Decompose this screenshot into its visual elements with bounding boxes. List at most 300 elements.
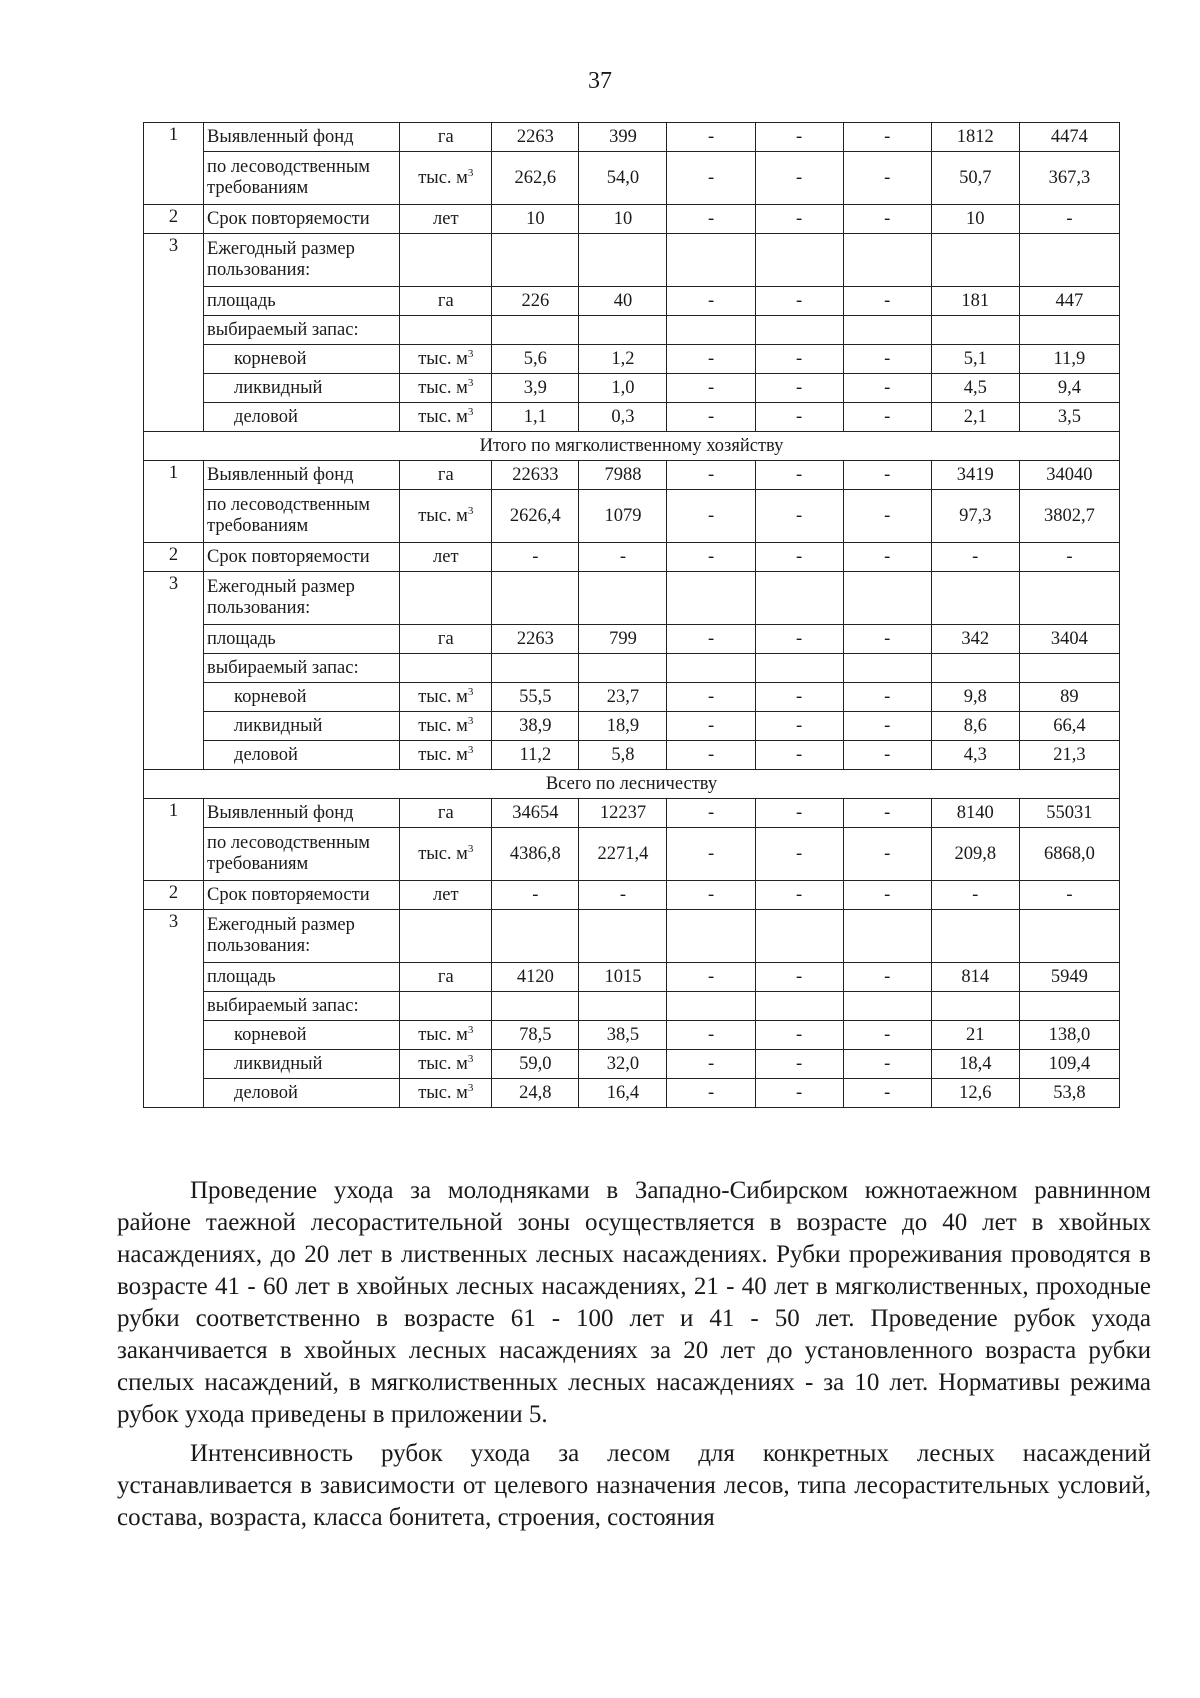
value-cell: 1079 [579, 490, 667, 543]
value-cell: 814 [931, 963, 1019, 992]
value-cell: - [667, 345, 755, 374]
value-cell: - [667, 490, 755, 543]
value-cell: - [667, 205, 755, 234]
value-cell: 4,5 [931, 374, 1019, 403]
value-cell: - [755, 461, 843, 490]
section-title: Всего по лесничеству [144, 770, 1120, 799]
value-cell: - [492, 881, 579, 910]
value-cell: 5,8 [579, 741, 667, 770]
unit-text: тыс. м [418, 686, 468, 707]
value-cell: 55,5 [492, 683, 579, 712]
row-name: Выявленный фонд [204, 123, 400, 152]
value-cell: - [667, 1079, 755, 1108]
empty-cell [579, 316, 667, 345]
unit-superscript: 3 [467, 1052, 474, 1065]
value-cell: - [755, 543, 843, 572]
row-name: выбираемый запас: [204, 992, 400, 1021]
empty-cell [400, 654, 492, 683]
paragraph: Интенсивность рубок ухода за лесом для конкретных лесных насаждений устанавливается в зависимости от целевого назначения лесов, типа лесорастительных условий, состава, возраста, класса бонитета, строения, состояния [117, 1440, 1151, 1531]
value-cell: - [667, 287, 755, 316]
unit-cell [400, 374, 492, 403]
value-cell: - [1019, 881, 1119, 910]
row-name: площадь [204, 963, 400, 992]
value-cell: 367,3 [1019, 152, 1119, 205]
value-cell: 66,4 [1019, 712, 1119, 741]
body-text [117, 1175, 1151, 1541]
empty-cell [843, 316, 931, 345]
table-row [144, 828, 1120, 881]
unit-cell [400, 490, 492, 543]
value-cell: 22633 [492, 461, 579, 490]
table-row [144, 1079, 1120, 1108]
value-cell: - [843, 403, 931, 432]
unit-cell: га [400, 799, 492, 828]
value-cell: - [843, 345, 931, 374]
value-cell: - [843, 152, 931, 205]
empty-cell [931, 234, 1019, 287]
value-cell: - [755, 625, 843, 654]
row-number: 1 [144, 461, 204, 490]
empty-cell [667, 572, 755, 625]
unit-cell: га [400, 625, 492, 654]
value-cell: 10 [579, 205, 667, 234]
value-cell: 11,9 [1019, 345, 1119, 374]
row-name: выбираемый запас: [204, 654, 400, 683]
value-cell: - [667, 741, 755, 770]
row-number [144, 490, 204, 543]
value-cell: 342 [931, 625, 1019, 654]
value-cell: - [843, 205, 931, 234]
row-name: по лесоводственным требованиям [204, 152, 400, 205]
empty-cell [931, 572, 1019, 625]
empty-cell [755, 234, 843, 287]
value-cell: - [843, 1021, 931, 1050]
value-cell: - [843, 683, 931, 712]
row-number: 2 [144, 543, 204, 572]
value-cell: - [755, 287, 843, 316]
value-cell: 78,5 [492, 1021, 579, 1050]
row-number: 3 [144, 572, 204, 625]
table-row [144, 992, 1120, 1021]
page-number: 37 [588, 68, 612, 94]
value-cell: 1812 [931, 123, 1019, 152]
value-cell: 1,0 [579, 374, 667, 403]
row-number: 3 [144, 234, 204, 287]
unit-text: тыс. м [418, 843, 468, 864]
value-cell: - [755, 1050, 843, 1079]
value-cell: - [1019, 205, 1119, 234]
empty-cell [1019, 316, 1119, 345]
unit-text: тыс. м [418, 167, 468, 188]
row-number [144, 712, 204, 741]
table-row [144, 123, 1120, 152]
value-cell: 209,8 [931, 828, 1019, 881]
value-cell: 5949 [1019, 963, 1119, 992]
value-cell: - [667, 374, 755, 403]
value-cell: - [755, 152, 843, 205]
row-name: Ежегодный размер пользования: [204, 234, 400, 287]
unit-cell: га [400, 123, 492, 152]
row-number [144, 1079, 204, 1108]
empty-cell [931, 654, 1019, 683]
value-cell: 53,8 [1019, 1079, 1119, 1108]
value-cell: - [667, 152, 755, 205]
unit-superscript: 3 [467, 376, 474, 389]
row-name: Ежегодный размер пользования: [204, 572, 400, 625]
empty-cell [400, 316, 492, 345]
table-row [144, 1050, 1120, 1079]
empty-cell [667, 234, 755, 287]
table-row [144, 963, 1120, 992]
row-number [144, 741, 204, 770]
empty-cell [579, 572, 667, 625]
value-cell: 5,1 [931, 345, 1019, 374]
value-cell: 54,0 [579, 152, 667, 205]
row-name: ликвидный [204, 712, 400, 741]
value-cell: - [667, 683, 755, 712]
value-cell: 3,9 [492, 374, 579, 403]
row-name: деловой [204, 1079, 400, 1108]
table-row [144, 881, 1120, 910]
value-cell: 24,8 [492, 1079, 579, 1108]
value-cell: 32,0 [579, 1050, 667, 1079]
value-cell: - [579, 881, 667, 910]
row-number: 1 [144, 123, 204, 152]
value-cell: - [667, 799, 755, 828]
value-cell: - [755, 881, 843, 910]
value-cell: 262,6 [492, 152, 579, 205]
value-cell: 2271,4 [579, 828, 667, 881]
unit-superscript: 3 [467, 405, 474, 418]
row-number [144, 316, 204, 345]
value-cell: 59,0 [492, 1050, 579, 1079]
value-cell: - [755, 799, 843, 828]
empty-cell [400, 910, 492, 963]
table-row [144, 152, 1120, 205]
unit-cell: лет [400, 205, 492, 234]
empty-cell [492, 316, 579, 345]
table-row [144, 741, 1120, 770]
value-cell: - [755, 403, 843, 432]
unit-superscript: 3 [467, 1023, 474, 1036]
value-cell: - [843, 799, 931, 828]
unit-superscript: 3 [467, 1081, 474, 1094]
table-row [144, 403, 1120, 432]
value-cell: 97,3 [931, 490, 1019, 543]
unit-text: тыс. м [418, 744, 468, 765]
unit-cell [400, 1050, 492, 1079]
empty-cell [492, 572, 579, 625]
value-cell: 18,4 [931, 1050, 1019, 1079]
value-cell: - [931, 543, 1019, 572]
value-cell: - [843, 963, 931, 992]
value-cell: 8,6 [931, 712, 1019, 741]
paragraph: Проведение ухода за молодняками в Западно-Сибирском южнотаежном равнинном районе таежной лесорастительной зоны осуществляется в возрасте до 40 лет в хвойных насаждениях, до 20 лет в лиственных лесных насаждениях. Рубки прореживания проводятся в возрасте 41 - 60 лет в хвойных лесных насаждениях, 21 - 40 лет в мягколиственных, проходные рубки соответственно в возрасте 61 - 100 лет и 41 - 50 лет. Проведение рубок ухода заканчивается в хвойных лесных насаждениях за 20 лет до установленного возраста рубки спелых насаждений, в мягколиственных лесных насаждениях - за 10 лет. Нормативы режима рубок ухода приведены в приложении 5. [117, 1177, 1151, 1428]
unit-text: тыс. м [418, 348, 468, 369]
empty-cell [579, 234, 667, 287]
table-row [144, 374, 1120, 403]
value-cell: 3419 [931, 461, 1019, 490]
unit-cell: га [400, 963, 492, 992]
value-cell: - [755, 374, 843, 403]
unit-cell: лет [400, 881, 492, 910]
unit-superscript: 3 [467, 842, 474, 855]
value-cell: - [755, 123, 843, 152]
row-name: корневой [204, 1021, 400, 1050]
empty-cell [1019, 910, 1119, 963]
value-cell: - [843, 881, 931, 910]
row-name: Ежегодный размер пользования: [204, 910, 400, 963]
empty-cell [843, 572, 931, 625]
value-cell: - [755, 828, 843, 881]
value-cell: 3404 [1019, 625, 1119, 654]
empty-cell [492, 910, 579, 963]
unit-cell [400, 712, 492, 741]
table-row [144, 345, 1120, 374]
row-name: ликвидный [204, 1050, 400, 1079]
value-cell: - [755, 345, 843, 374]
section-header-row [144, 432, 1120, 461]
empty-cell [843, 992, 931, 1021]
value-cell: - [755, 683, 843, 712]
empty-cell [931, 316, 1019, 345]
empty-cell [843, 234, 931, 287]
unit-text: тыс. м [418, 377, 468, 398]
value-cell: 4,3 [931, 741, 1019, 770]
row-name: Выявленный фонд [204, 461, 400, 490]
empty-cell [931, 992, 1019, 1021]
value-cell: 7988 [579, 461, 667, 490]
value-cell: 1,2 [579, 345, 667, 374]
empty-cell [492, 654, 579, 683]
empty-cell [931, 910, 1019, 963]
row-number [144, 1050, 204, 1079]
unit-superscript: 3 [467, 714, 474, 727]
row-name: ликвидный [204, 374, 400, 403]
empty-cell [492, 234, 579, 287]
value-cell: - [667, 1050, 755, 1079]
value-cell: 3,5 [1019, 403, 1119, 432]
value-cell: 2626,4 [492, 490, 579, 543]
empty-cell [579, 910, 667, 963]
row-name: по лесоводственным требованиям [204, 490, 400, 543]
empty-cell [843, 910, 931, 963]
unit-text: тыс. м [418, 1053, 468, 1074]
empty-cell [1019, 572, 1119, 625]
value-cell: 5,6 [492, 345, 579, 374]
value-cell: - [667, 712, 755, 741]
value-cell: - [755, 205, 843, 234]
row-number [144, 992, 204, 1021]
table-row [144, 316, 1120, 345]
value-cell: 1015 [579, 963, 667, 992]
row-number [144, 403, 204, 432]
value-cell: - [843, 1079, 931, 1108]
empty-cell [755, 572, 843, 625]
row-number [144, 683, 204, 712]
value-cell: 2263 [492, 123, 579, 152]
value-cell: - [843, 712, 931, 741]
value-cell: 226 [492, 287, 579, 316]
value-cell: 34654 [492, 799, 579, 828]
value-cell: - [843, 625, 931, 654]
value-cell: - [667, 543, 755, 572]
value-cell: 10 [492, 205, 579, 234]
value-cell: 399 [579, 123, 667, 152]
value-cell: - [931, 881, 1019, 910]
table-row [144, 490, 1120, 543]
section-title: Итого по мягколиственному хозяйству [144, 432, 1120, 461]
table-row [144, 543, 1120, 572]
row-number [144, 345, 204, 374]
value-cell: 109,4 [1019, 1050, 1119, 1079]
value-cell: - [755, 490, 843, 543]
unit-text: тыс. м [418, 505, 468, 526]
unit-superscript: 3 [467, 743, 474, 756]
value-cell: 0,3 [579, 403, 667, 432]
value-cell: - [755, 712, 843, 741]
value-cell: - [843, 1050, 931, 1079]
value-cell: 50,7 [931, 152, 1019, 205]
row-number: 1 [144, 799, 204, 828]
value-cell: 8140 [931, 799, 1019, 828]
row-number [144, 963, 204, 992]
value-cell: 12,6 [931, 1079, 1019, 1108]
value-cell: 10 [931, 205, 1019, 234]
value-cell: 2,1 [931, 403, 1019, 432]
value-cell: - [492, 543, 579, 572]
unit-superscript: 3 [467, 504, 474, 517]
value-cell: - [843, 123, 931, 152]
empty-cell [400, 572, 492, 625]
empty-cell [843, 654, 931, 683]
unit-superscript: 3 [467, 347, 474, 360]
value-cell: - [843, 490, 931, 543]
value-cell: 12237 [579, 799, 667, 828]
value-cell: 138,0 [1019, 1021, 1119, 1050]
value-cell: 21 [931, 1021, 1019, 1050]
value-cell: - [755, 963, 843, 992]
value-cell: - [667, 461, 755, 490]
row-name: выбираемый запас: [204, 316, 400, 345]
value-cell: 38,9 [492, 712, 579, 741]
value-cell: - [667, 123, 755, 152]
row-number: 2 [144, 205, 204, 234]
empty-cell [755, 910, 843, 963]
row-name: корневой [204, 345, 400, 374]
value-cell: - [755, 1021, 843, 1050]
value-cell: - [579, 543, 667, 572]
value-cell: 38,5 [579, 1021, 667, 1050]
unit-cell: га [400, 461, 492, 490]
table-row [144, 287, 1120, 316]
row-name: Срок повторяемости [204, 881, 400, 910]
value-cell: - [667, 881, 755, 910]
unit-superscript: 3 [467, 166, 474, 179]
value-cell: 21,3 [1019, 741, 1119, 770]
row-number [144, 1021, 204, 1050]
empty-cell [579, 992, 667, 1021]
unit-text: тыс. м [418, 1082, 468, 1103]
value-cell: - [667, 625, 755, 654]
empty-cell [492, 992, 579, 1021]
row-number [144, 625, 204, 654]
value-cell: 11,2 [492, 741, 579, 770]
value-cell: 55031 [1019, 799, 1119, 828]
table-row [144, 799, 1120, 828]
row-name: площадь [204, 287, 400, 316]
empty-cell [755, 654, 843, 683]
row-number: 2 [144, 881, 204, 910]
value-cell: - [755, 741, 843, 770]
empty-cell [755, 992, 843, 1021]
unit-cell: га [400, 287, 492, 316]
unit-cell [400, 152, 492, 205]
value-cell: - [843, 741, 931, 770]
empty-cell [579, 654, 667, 683]
empty-cell [1019, 992, 1119, 1021]
table-row [144, 712, 1120, 741]
value-cell: - [1019, 543, 1119, 572]
value-cell: 4386,8 [492, 828, 579, 881]
value-cell: - [843, 828, 931, 881]
forest-use-table [143, 122, 1120, 1108]
section-header-row [144, 770, 1120, 799]
value-cell: 18,9 [579, 712, 667, 741]
empty-cell [667, 992, 755, 1021]
table-row [144, 234, 1120, 287]
empty-cell [400, 234, 492, 287]
table-row [144, 654, 1120, 683]
unit-cell [400, 1079, 492, 1108]
unit-cell: лет [400, 543, 492, 572]
value-cell: 9,8 [931, 683, 1019, 712]
value-cell: 89 [1019, 683, 1119, 712]
value-cell: 16,4 [579, 1079, 667, 1108]
empty-cell [1019, 234, 1119, 287]
row-name: Срок повторяемости [204, 543, 400, 572]
value-cell: - [667, 1021, 755, 1050]
value-cell: - [667, 403, 755, 432]
unit-text: тыс. м [418, 406, 468, 427]
empty-cell [755, 316, 843, 345]
row-name: Срок повторяемости [204, 205, 400, 234]
unit-cell [400, 1021, 492, 1050]
row-name: по лесоводственным требованиям [204, 828, 400, 881]
row-number [144, 654, 204, 683]
table-row [144, 625, 1120, 654]
value-cell: 799 [579, 625, 667, 654]
row-name: площадь [204, 625, 400, 654]
unit-text: тыс. м [418, 715, 468, 736]
value-cell: - [667, 828, 755, 881]
row-name: деловой [204, 741, 400, 770]
table-row [144, 461, 1120, 490]
value-cell: 4474 [1019, 123, 1119, 152]
value-cell: - [843, 374, 931, 403]
unit-cell [400, 403, 492, 432]
unit-cell [400, 683, 492, 712]
value-cell: 4120 [492, 963, 579, 992]
value-cell: 1,1 [492, 403, 579, 432]
unit-cell [400, 345, 492, 374]
row-name: корневой [204, 683, 400, 712]
row-number [144, 828, 204, 881]
empty-cell [667, 316, 755, 345]
empty-cell [400, 992, 492, 1021]
empty-cell [667, 654, 755, 683]
empty-cell [1019, 654, 1119, 683]
